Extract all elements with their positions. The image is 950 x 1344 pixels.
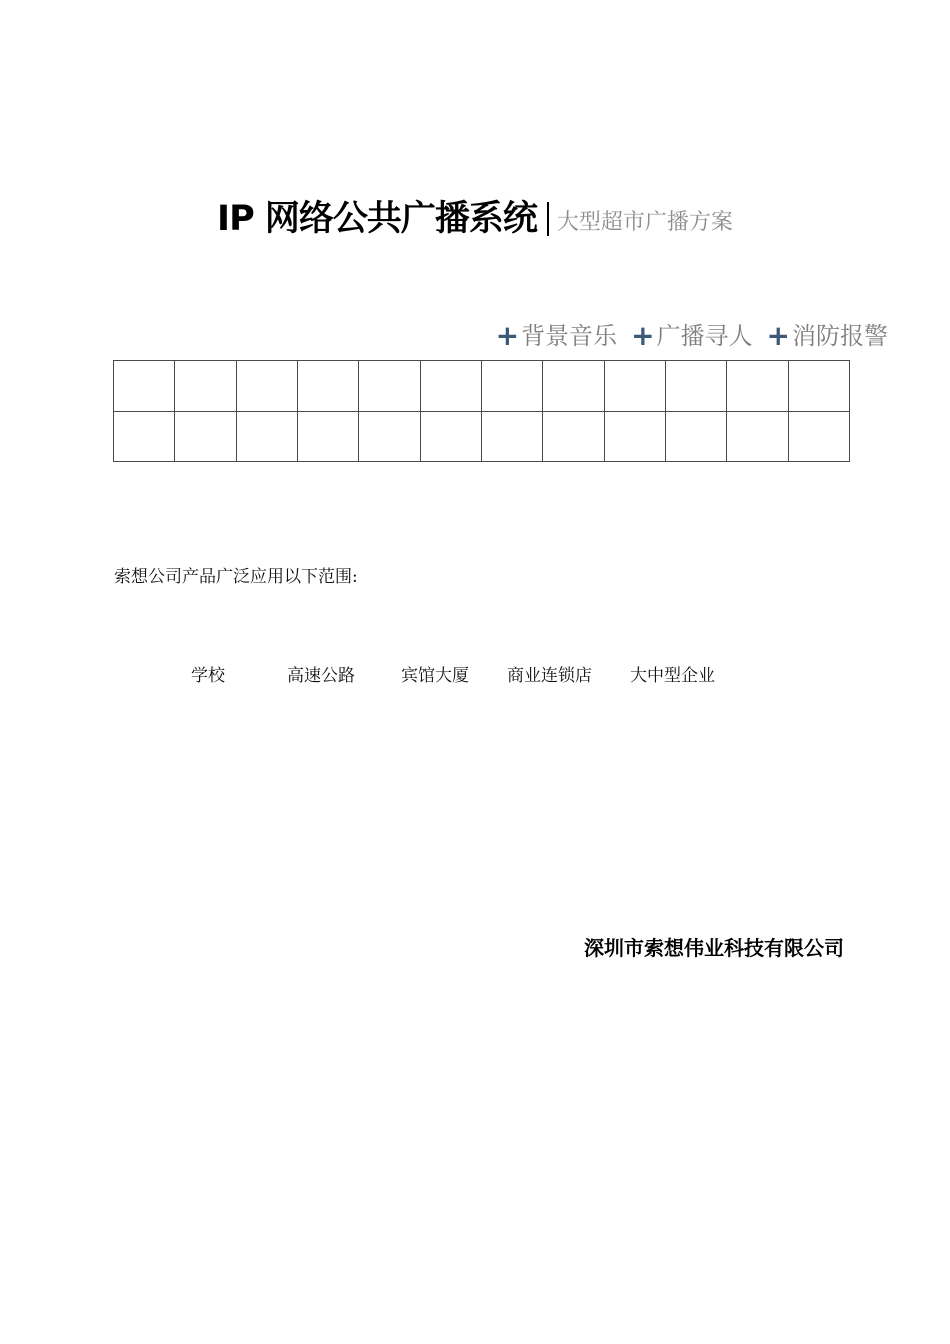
table-cell (481, 361, 542, 412)
feature-paging (631, 321, 752, 351)
company-name: 深圳市索想伟业科技有限公司 (584, 936, 844, 960)
table-cell (543, 361, 604, 412)
application-item: 学校 (191, 666, 225, 686)
page-title: IP 网络公共广播系统 (217, 199, 537, 239)
table-row (114, 411, 850, 462)
plus-icon: + (495, 319, 520, 352)
table-cell (788, 361, 849, 412)
page-subtitle: 大型超市广播方案 (556, 210, 733, 235)
application-item: 宾馆大厦 (401, 666, 469, 686)
table-cell (727, 411, 788, 462)
table-cell (420, 411, 481, 462)
plus-icon: + (631, 319, 655, 352)
table-cell (604, 361, 665, 412)
table-cell (236, 361, 297, 412)
table-cell (175, 411, 236, 462)
application-item: 大中型企业 (630, 666, 715, 686)
table-cell (604, 411, 665, 462)
application-item: 高速公路 (287, 666, 355, 686)
table-cell (175, 361, 236, 412)
feature-background-music (496, 321, 617, 351)
table-cell (543, 411, 604, 462)
table-cell (665, 411, 726, 462)
table-cell (359, 411, 420, 462)
table-cell (297, 361, 358, 412)
table-cell (236, 411, 297, 462)
feature-label: 背景音乐 (521, 322, 618, 350)
application-item: 商业连锁店 (507, 666, 592, 686)
table-row (114, 361, 850, 412)
feature-list (482, 318, 888, 354)
plus-icon: + (766, 319, 790, 352)
table-cell (665, 361, 726, 412)
title-row (0, 190, 950, 240)
table-cell (788, 411, 849, 462)
feature-label: 广播寻人 (656, 322, 753, 350)
feature-fire-alarm (767, 321, 888, 351)
empty-grid-table (113, 360, 850, 462)
table-cell (297, 411, 358, 462)
intro-text: 索想公司产品广泛应用以下范围: (114, 567, 358, 587)
table-cell (481, 411, 542, 462)
title-separator (547, 202, 549, 236)
table-cell (727, 361, 788, 412)
table-cell (114, 361, 175, 412)
table-cell (114, 411, 175, 462)
table-cell (359, 361, 420, 412)
feature-label: 消防报警 (792, 322, 888, 350)
table-cell (420, 361, 481, 412)
